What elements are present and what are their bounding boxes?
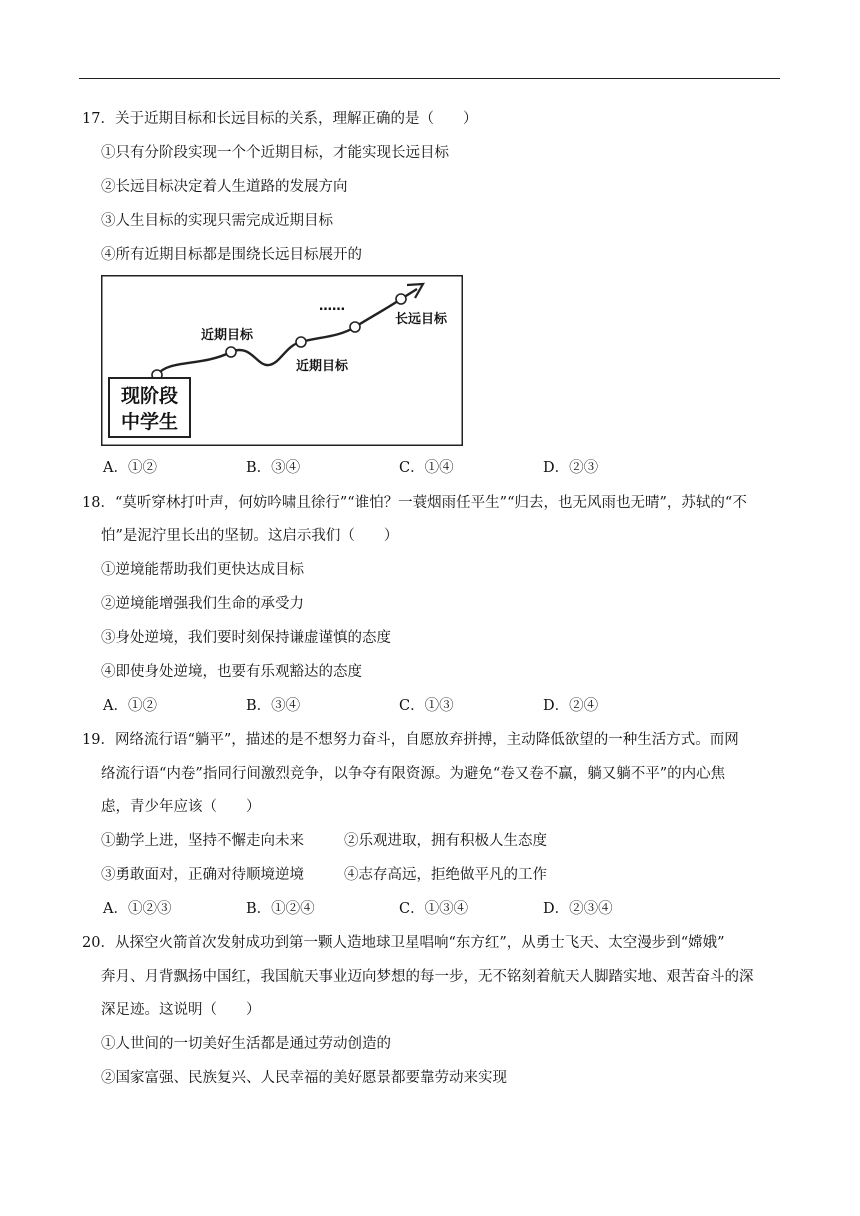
q18-item-3: ③身处逆境，我们要时刻保持谦虚谨慎的态度 [101, 630, 391, 646]
q18-answer-b: B．③④ [246, 698, 301, 714]
q17-answer-a: A．①② [103, 460, 157, 476]
q19-item-1: ①勤学上进，坚持不懈走向未来 [101, 833, 304, 849]
near-goal-label-2: 近期目标 [296, 359, 349, 374]
box-label-line1: 现阶段 [120, 385, 179, 407]
q19-stem-line1: 19．网络流行语“躺平”，描述的是不想努力奋斗，自愿放弃拼搏，主动降低欲望的一种生活方式。而网 [82, 732, 739, 748]
q17-item-2: ②长远目标决定着人生道路的发展方向 [101, 179, 348, 195]
q19-item-2: ②乐观进取，拥有积极人生态度 [344, 833, 547, 849]
q19-item-3: ③勇敢面对，正确对待顺境逆境 [101, 867, 304, 883]
goal-path-diagram [101, 275, 463, 446]
near-goal-node-2 [296, 337, 306, 347]
q19-answer-d: D．②③④ [543, 901, 613, 917]
q20-stem-line1: 20．从探空火箭首次发射成功到第一颗人造地球卫星唱响“东方红”，从勇士飞天、太空漫步到“嫦娥” [82, 935, 725, 951]
far-goal-node [396, 294, 406, 304]
q18-answer-a: A．①② [103, 698, 157, 714]
q18-answer-d: D．②④ [543, 698, 599, 714]
q20-stem-line2: 奔月、月背飘扬中国红，我国航天事业迈向梦想的每一步，无不铭刻着航天人脚踏实地、艰苦奋斗的深 [101, 969, 754, 985]
q17-item-4: ④所有近期目标都是围绕长远目标展开的 [101, 247, 362, 263]
q18-item-2: ②逆境能增强我们生命的承受力 [101, 596, 304, 612]
box-label-line2: 中学生 [120, 411, 179, 433]
q19-stem-line2: 络流行语“内卷”指同行间激烈竞争，以争夺有限资源。为避免“卷又卷不赢，躺又躺不平”的内心焦 [101, 766, 726, 782]
ellipsis-label: …… [319, 299, 345, 314]
near-goal-label-1: 近期目标 [201, 328, 254, 343]
q18-item-4: ④即使身处逆境，也要有乐观豁达的态度 [101, 664, 362, 680]
q18-stem-line1: 18．“莫听穿林打叶声，何妨吟啸且徐行”“谁怕？一蓑烟雨任平生”“归去，也无风雨也无晴”，苏轼的“不 [82, 495, 747, 511]
q18-answer-c: C．①③ [399, 698, 454, 714]
far-goal-label: 长远目标 [395, 312, 448, 327]
near-goal-node-3 [350, 322, 360, 332]
q17-item-3: ③人生目标的实现只需完成近期目标 [101, 213, 333, 229]
q19-answer-b: B．①②④ [246, 901, 315, 917]
header-rule [79, 78, 780, 79]
q17-item-1: ①只有分阶段实现一个个近期目标，才能实现长远目标 [101, 145, 449, 161]
q17-answer-b: B．③④ [246, 460, 301, 476]
q18-stem-line2: 怕”是泥泞里长出的坚韧。这启示我们（ ） [101, 528, 399, 544]
q19-answer-c: C．①③④ [399, 901, 469, 917]
q19-answer-a: A．①②③ [103, 901, 172, 917]
near-goal-node-1 [226, 347, 236, 357]
q19-stem-line3: 虑，青少年应该（ ） [101, 799, 261, 815]
q17-stem: 17．关于近期目标和长远目标的关系，理解正确的是（ ） [82, 111, 478, 127]
q20-item-2: ②国家富强、民族复兴、人民幸福的美好愿景都要靠劳动来实现 [101, 1070, 507, 1086]
q20-stem-line3: 深足迹。这说明（ ） [101, 1002, 261, 1018]
q18-item-1: ①逆境能帮助我们更快达成目标 [101, 562, 304, 578]
q17-answer-c: C．①④ [399, 460, 454, 476]
q20-item-1: ①人世间的一切美好生活都是通过劳动创造的 [101, 1036, 391, 1052]
q19-item-4: ④志存高远，拒绝做平凡的工作 [344, 867, 547, 883]
q17-answer-d: D．②③ [543, 460, 599, 476]
